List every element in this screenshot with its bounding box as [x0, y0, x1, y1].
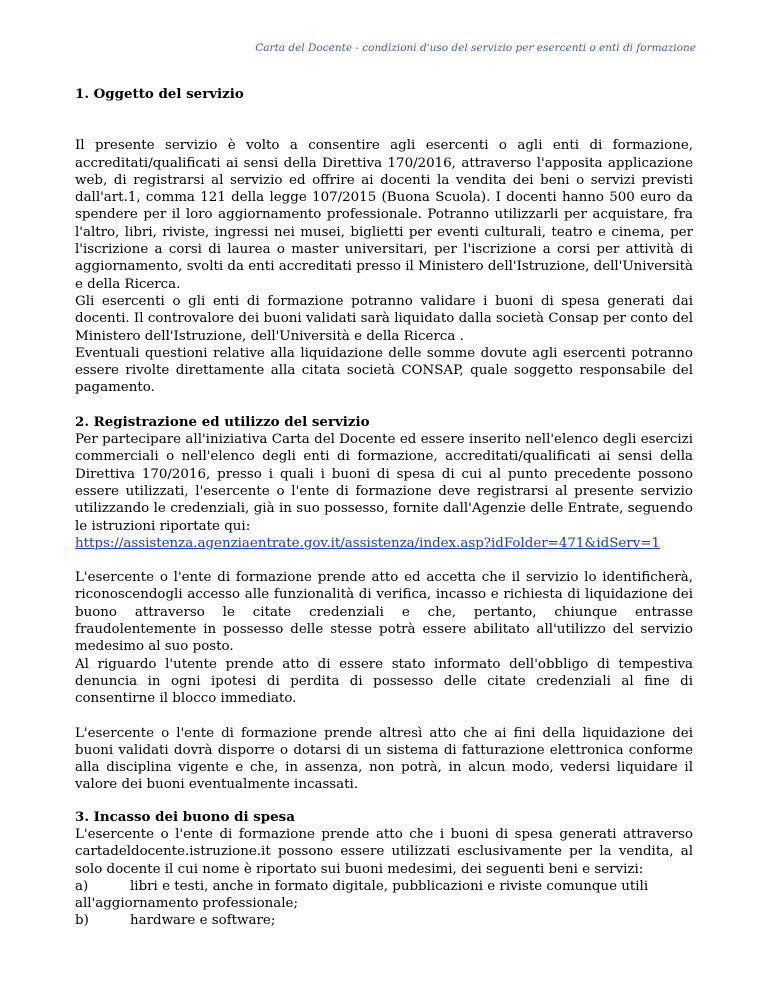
list-item-text: libri e testi, anche in formato digitale, pubblicazioni e riviste comunque utili [130, 878, 649, 894]
list-item [75, 912, 693, 929]
section-3-intro: L'esercente o l'ente di formazione prende atto che i buoni di spesa generati attraverso cartadeldocente.istruzione.it possono essere utilizzati esclusivamente per la vendita, al solo docente il cui nome è riportato sui buoni medesimi, dei seguenti beni e servizi: [75, 826, 693, 877]
list-item-label: a) [75, 878, 89, 894]
list-item [75, 895, 693, 912]
list-item-text: hardware e software; [130, 913, 276, 929]
list-item-label: b) [75, 913, 89, 929]
list-item [75, 878, 693, 895]
section-1-heading: 1. Oggetto del servizio [75, 86, 244, 102]
list-item-text: all'aggiornamento professionale; [75, 896, 298, 912]
page-header: Carta del Docente - condizioni d'uso del servizio per esercenti o enti di formazione [255, 42, 696, 54]
section-2-paragraph: L'esercente o l'ente di formazione prende altresì atto che ai fini della liquidazione dei buoni validati dovrà disporre o dotarsi di un sistema di fatturazione elettronica conforme alla disciplina vigente e che, in assenza, non potrà, in alcun modo, vedersi liquidare il valore dei buoni eventualmente incassati. [75, 725, 693, 793]
section-2-heading: 2. Registrazione ed utilizzo del servizio [75, 413, 370, 430]
section-1-paragraph: Gli esercenti o gli enti di formazione potranno validare i buoni di spesa generati dai docenti. Il controvalore dei buoni validati sarà liquidato dalla società Consap per conto del Ministero dell'Istruzione, dell'Università e della Ricerca . [75, 293, 693, 344]
section-1-paragraph: Eventuali questioni relative alla liquidazione delle somme dovute agli esercenti potranno essere rivolte direttamente alla citata società CONSAP, quale soggetto responsabile del pagamento. [75, 345, 693, 396]
section-3-heading: 3. Incasso dei buono di spesa [75, 808, 295, 825]
document-body [75, 86, 693, 930]
agenzia-entrate-link[interactable]: https://assistenza.agenziaentrate.gov.it/assistenza/index.asp?idFolder=471&idServ=1 [75, 535, 661, 551]
section-1-paragraph: Il presente servizio è volto a consentire agli esercenti o agli enti di formazione, accreditati/qualificati ai sensi della Direttiva 170/2016, attraverso l'apposita applicazione web, di registrarsi al servizio ed offrire ai docenti la vendita dei beni o servizi previsti dall'art.1, comma 121 della legge 107/2015 (Buona Scuola). I docenti hanno 500 euro da spendere per il loro aggiornamento professionale. Potranno utilizzarli per acquistare, fra l'altro, libri, riviste, ingressi nei musei, biglietti per eventi culturali, teatro e cinema, per l'iscrizione a corsi di laurea o master universitari, per l'iscrizione a corsi per attività di aggiornamento, svolti da enti accreditati presso il Ministero dell'Istruzione, dell'Università e della Ricerca. [75, 138, 693, 292]
section-2-intro: Per partecipare all'iniziativa Carta del Docente ed essere inserito nell'elenco degli esercizi commerciali o nell'elenco degli enti di formazione, accreditati/qualificati ai sensi della Direttiva 170/2016, presso i quali i buoni di spesa di cui al punto precedente possono essere utilizzati, l'esercente o l'ente di formazione deve registrarsi al presente servizio utilizzando le credenziali, già in suo possesso, fornite dall'Agenzie delle Entrate, seguendo le istruzioni riportate qui: [75, 432, 693, 534]
section-2-paragraph: L'esercente o l'ente di formazione prende atto ed accetta che il servizio lo identificherà, riconoscendogli accesso alle funzionalità di verifica, incasso e richiesta di liquidazione dei buono attraverso le citate credenziali e che, pertanto, chiunque entrasse fraudolentemente in possesso delle stesse potrà essere abilitato all'utilizzo del servizio medesimo al suo posto. [75, 570, 693, 655]
section-2-paragraph: Al riguardo l'utente prende atto di essere stato informato dell'obbligo di tempestiva denuncia in ogni ipotesi di perdita di possesso delle citate credenziali al fine di consentirne il blocco immediato. [75, 656, 693, 707]
